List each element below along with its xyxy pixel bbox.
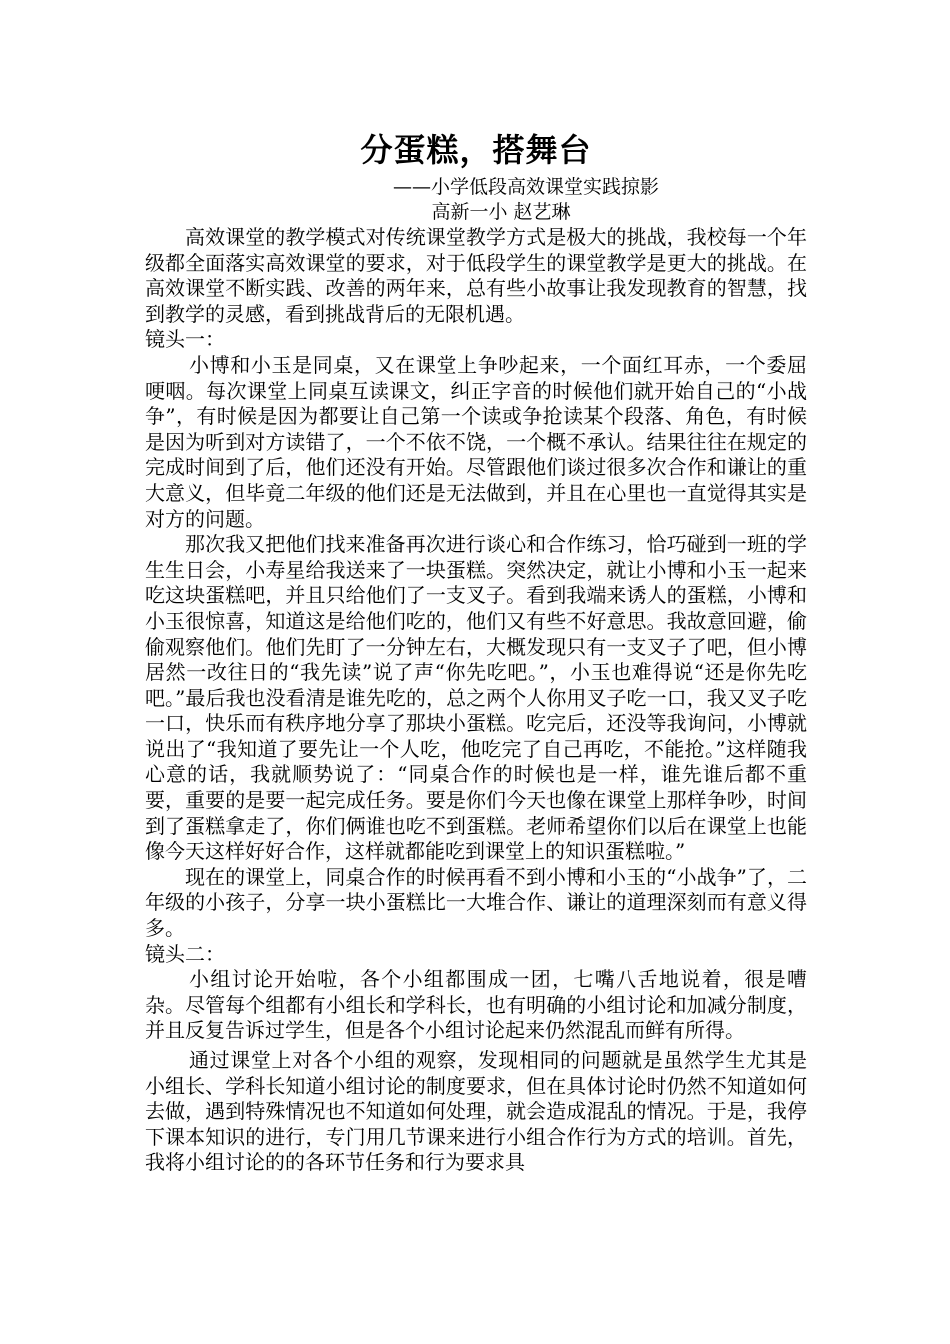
scene1-paragraph-2: 那次我又把他们找来准备再次进行谈心和合作练习，恰巧碰到一班的学生生日会，小寿星给我送来了一块蛋糕。突然决定，就让小博和小玉一起来吃这块蛋糕吧，并且只给他们了一支叉子。看到我端来诱人的蛋糕，小博和小玉很惊喜，知道这是给他们吃的，他们又有些不好意思。我故意回避，偷偷观察他们。他们先盯了一分钟左右，大概发现只有一支叉子了吧，但小博居然一改往日的“我先读”说了声“你先吃吧。”，小玉也难得说“还是你先吃吧。”最后我也没看清是谁先吃的，总之两个人你用叉子吃一口，我又叉子吃一口，快乐而有秩序地分享了那块小蛋糕。吃完后，还没等我询问，小博就说出了“我知道了要先让一个人吃，他吃完了自己再吃，不能抢。”这样随我心意的话，我就顺势说了：“同桌合作的时候也是一样，谁先谁后都不重要，重要的是要一起完成任务。要是你们今天也像在课堂上那样争吵，时间到了蛋糕拿走了，你们俩谁也吃不到蛋糕。老师希望你们以后在课堂上也能像今天这样好好合作，这样就都能吃到课堂上的知识蛋糕啦。” bbox=[145, 532, 807, 864]
document-subtitle: ——小学低段高效课堂实践掠影 bbox=[392, 176, 659, 198]
scene1-paragraph-3: 现在的课堂上，同桌合作的时候再看不到小博和小玉的“小战争”了，二年级的小孩子，分享一块小蛋糕比一大堆合作、谦让的道理深刻而有意义得多。 bbox=[145, 864, 807, 941]
scene2-paragraph-1: 小组讨论开始啦，各个小组都围成一团，七嘴八舌地说着，很是嘈杂。尽管每个组都有小组长和学科长，也有明确的小组讨论和加减分制度，并且反复告诉过学生，但是各个小组讨论起来仍然混乱而鲜有所得。 bbox=[145, 967, 807, 1043]
scene2-paragraph-2: 通过课堂上对各个小组的观察，发现相同的问题就是虽然学生尤其是小组长、学科长知道小组讨论的制度要求，但在具体讨论时仍然不知道如何去做，遇到特殊情况也不知道如何处理，就会造成混乱的情况。于是，我停下课本知识的进行，专门用几节课来进行小组合作行为方式的培训。首先，我将小组讨论的的各环节任务和行为要求具 bbox=[145, 1048, 807, 1175]
document-author: 高新一小 赵艺琳 bbox=[431, 201, 571, 223]
scene1-paragraph-1: 小博和小玉是同桌，又在课堂上争吵起来，一个面红耳赤，一个委屈哽咽。每次课堂上同桌互读课文，纠正字音的时候他们就开始自己的“小战争”，有时候是因为都要让自己第一个读或争抢读某个段落、角色，有时候是因为听到对方读错了，一个不依不饶，一个概不承认。结果往往在规定的完成时间到了后，他们还没有开始。尽管跟他们谈过很多次合作和谦让的重大意义，但毕竟二年级的他们还是无法做到，并且在心里也一直觉得其实是对方的问题。 bbox=[145, 352, 807, 531]
document-title: 分蛋糕，搭舞台 bbox=[360, 131, 592, 169]
intro-paragraph: 高效课堂的教学模式对传统课堂教学方式是极大的挑战，我校每一个年级都全面落实高效课堂的要求，对于低段学生的课堂教学是更大的挑战。在高效课堂不断实践、改善的两年来，总有些小故事让我发现教育的智慧，找到教学的灵感，看到挑战背后的无限机遇。 bbox=[145, 225, 807, 326]
document-page bbox=[145, 128, 807, 1176]
scene1-heading: 镜头一： bbox=[145, 327, 225, 352]
scene2-heading: 镜头二： bbox=[145, 941, 225, 966]
